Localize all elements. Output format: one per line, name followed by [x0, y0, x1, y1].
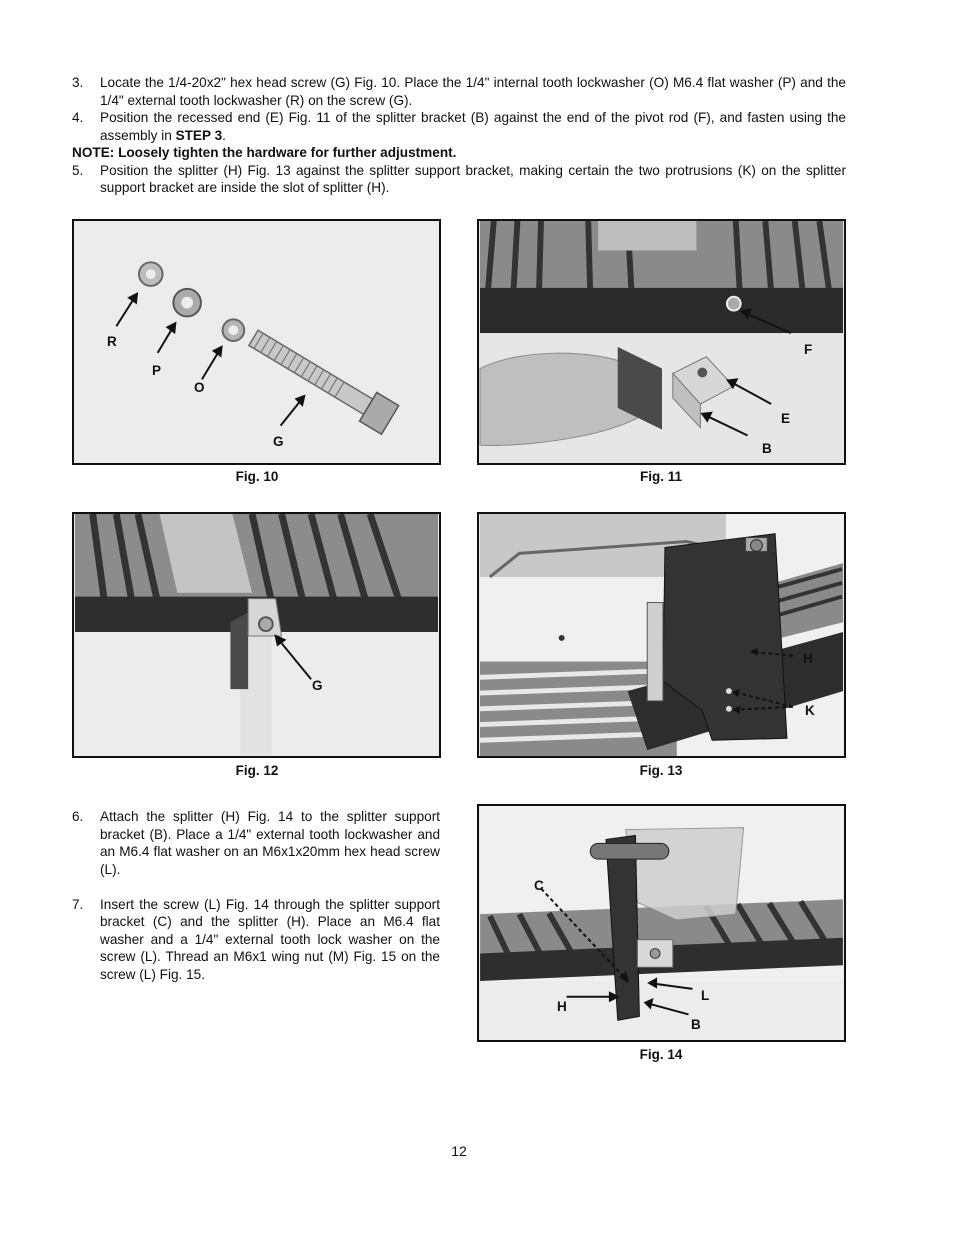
step-text: Position the splitter (H) Fig. 13 against the splitter support bracket, making certain the two protrusions (K) on the splitter support bracket are inside the slot of splitter (H). [100, 162, 846, 195]
step-5 [72, 162, 846, 197]
figure-12-photo [72, 512, 441, 758]
label-r: R [107, 334, 117, 349]
step-text: Attach the splitter (H) Fig. 14 to the splitter support bracket (B). Place a 1/4" external tooth lockwasher and an M6.4 flat washer on an M6x1x20mm hex head screw (L). [100, 809, 440, 877]
step-3 [72, 74, 846, 109]
instructions-bottom [72, 808, 440, 983]
label-h: H [803, 651, 813, 666]
step-text-post: . [222, 127, 226, 143]
step-text: Locate the 1/4-20x2" hex head screw (G) Fig. 10. Place the 1/4" internal tooth lockwasher (O) M6.4 flat washer (P) and the 1/4" external tooth lockwasher (R) on the screw (G). [100, 75, 846, 108]
page-number: 12 [451, 1143, 467, 1159]
figure-11-photo [477, 219, 846, 465]
step-text [100, 109, 846, 144]
figure-14-photo [477, 804, 846, 1042]
label-c: C [534, 878, 544, 893]
splitter-illustration [479, 514, 844, 756]
screw-install-illustration [74, 514, 439, 756]
note-text: NOTE: Loosely tighten the hardware for further adjustment. [72, 145, 457, 160]
label-g: G [312, 678, 323, 693]
label-k: K [805, 703, 815, 718]
figure-13-photo [477, 512, 846, 758]
label-o: O [194, 380, 205, 395]
step-number: 3. [72, 75, 84, 90]
figure-11-caption: Fig. 11 [639, 469, 683, 484]
figure-12-caption: Fig. 12 [235, 763, 279, 778]
step-text-bold: STEP 3 [175, 127, 223, 143]
label-h: H [557, 999, 567, 1014]
figure-13-caption: Fig. 13 [639, 763, 683, 778]
label-f: F [804, 342, 813, 357]
label-l: L [701, 988, 710, 1003]
bracket-illustration [479, 221, 844, 463]
step-7 [72, 896, 440, 984]
step-number: 5. [72, 162, 84, 178]
figure-10-photo [72, 219, 441, 465]
step-4 [72, 109, 846, 144]
instructions-top [72, 74, 846, 197]
step-number: 7. [72, 896, 84, 912]
label-p: P [152, 363, 162, 378]
splitter-attach-illustration [479, 806, 844, 1040]
label-e: E [781, 411, 791, 426]
figure-10-caption: Fig. 10 [235, 469, 279, 484]
step-number: 4. [72, 110, 84, 125]
label-b: B [762, 441, 772, 456]
step-number: 6. [72, 809, 84, 824]
step-text: Insert the screw (L) Fig. 14 through the splitter support bracket (C) and the splitter (H). Place an M6.4 flat washer and a 1/4" external tooth lock washer on the screw (L). Thread an M6x1 wing nut (M) Fig. 15 on the screw (L) Fig. 15. [100, 896, 440, 982]
step-6 [72, 808, 440, 878]
label-g: G [273, 434, 284, 449]
figure-14-caption: Fig. 14 [639, 1047, 683, 1062]
label-b: B [691, 1017, 701, 1032]
hardware-illustration [74, 221, 439, 463]
step-text-pre: Position the recessed end (E) Fig. 11 of the splitter bracket (B) against the end of the pivot rod (F), and fasten using the assembly in [100, 110, 846, 143]
